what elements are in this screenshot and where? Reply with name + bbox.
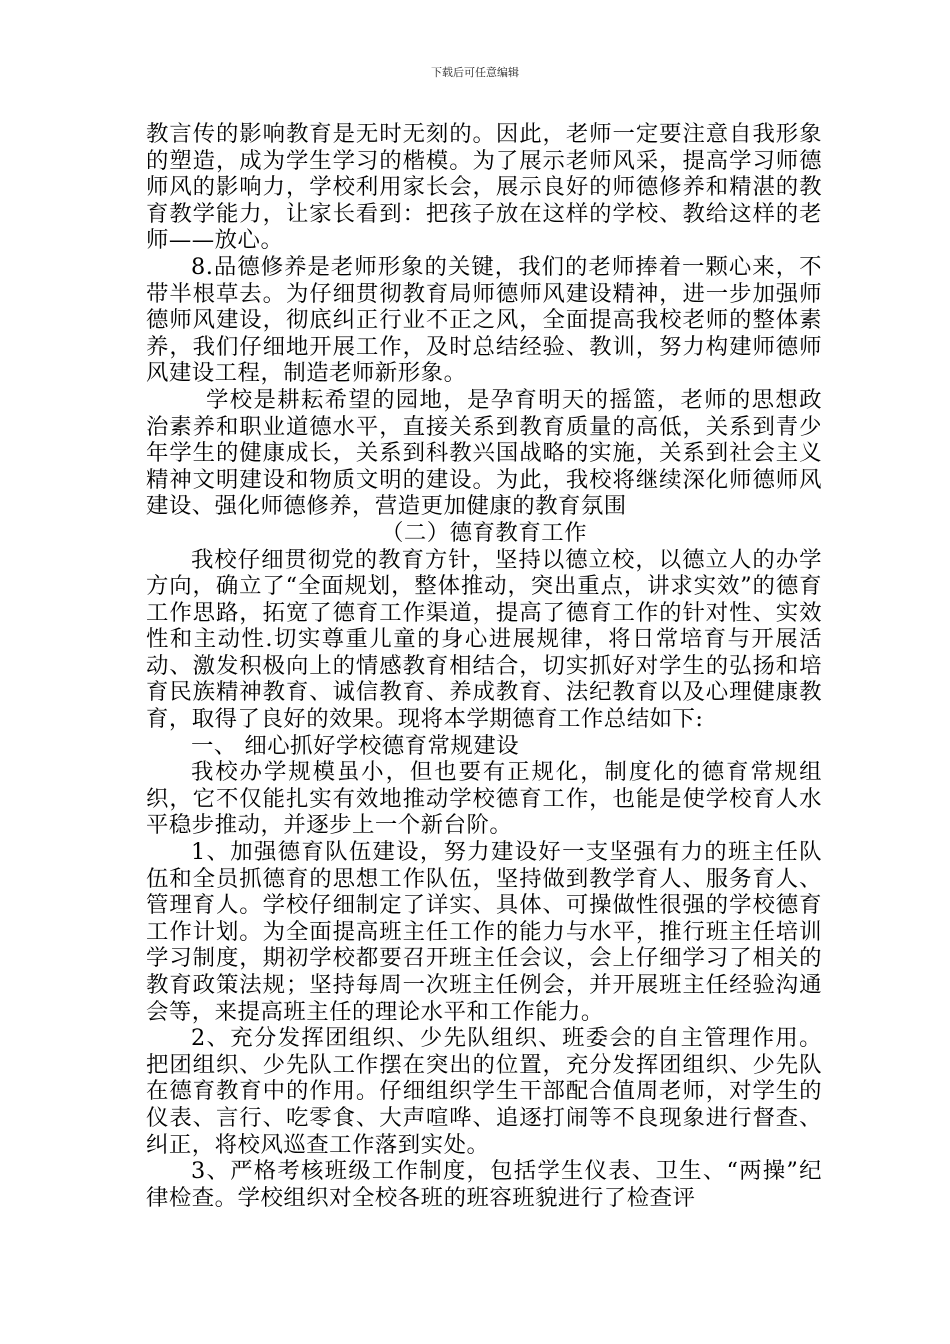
page-header: 下载后可任意编辑 — [431, 66, 519, 79]
paragraph-teacher-image: 教言传的影响教育是无时无刻的。因此，老师一定要注意自我形象的塑造，成为学生学习的楷模。为了展示老师风采，提高学习师德师风的影响力，学校利用家长会，展示良好的师德修养和精湛的教育教学能力，让家长看到：把孩子放在这样的学校、教给这样的老师——放心。 — [146, 121, 822, 254]
section-heading-moral-education: （二）德育教育工作 — [380, 519, 587, 546]
paragraph-team-building: 1、加强德育队伍建设，努力建设好一支坚强有力的班主任队伍和全员抓德育的思想工作队伍，坚持做到教学育人、服务育人、管理育人。学校仔细制定了详实、具体、可操做性很强的学校德育工作计划。为全面提高班主任工作的能力与水平，推行班主任培训学习制度，期初学校都要召开班主任会议，会上仔细学习了相关的教育政策法规；坚持每周一次班主任例会，并开展班主任经验沟通会等，来提高班主任的理论水平和工作能力。 — [146, 839, 822, 1025]
subheading-routine-construction: 一、 细心抓好学校德育常规建设 — [191, 732, 520, 759]
paragraph-class-assessment: 3、严格考核班级工作制度，包括学生仪表、卫生、“两操”纪律检查。学校组织对全校各班的班容班貌进行了检查评 — [146, 1158, 822, 1211]
paragraph-school-garden: 学校是耕耘希望的园地，是孕育明天的摇篮，老师的思想政治素养和职业道德水平，直接关系到教育质量的高低，关系到青少年学生的健康成长，关系到科教兴国战略的实施，关系到社会主义精神文明建设和物质文明的建设。为此，我校将继续深化师德师风建设、强化师德修养，营造更加健康的教育氛围 — [146, 386, 822, 520]
paragraph-moral-cultivation: 8.品德修养是老师形象的关键，我们的老师捧着一颗心来，不带半根草去。为仔细贯彻教育局师德师风建设精神，进一步加强师德师风建设，彻底纠正行业不正之风，全面提高我校老师的整体素养，我们仔细地开展工作，及时总结经验、教训，努力构建师德师风建设工程，制造老师新形象。 — [146, 253, 822, 387]
paragraph-routine-organization: 我校办学规模虽小，但也要有正规化，制度化的德育常规组织，它不仅能扎实有效地推动学校德育工作，也能是使学校育人水平稳步推动，并逐步上一个新台阶。 — [146, 759, 822, 839]
document-body — [146, 121, 822, 1211]
paragraph-youth-league: 2、充分发挥团组织、少先队组织、班委会的自主管理作用。把团组织、少先队工作摆在突出的位置，充分发挥团组织、少先队在德育教育中的作用。仔细组织学生干部配合值周老师，对学生的仪表、言行、吃零食、大声喧哗、追逐打闹等不良现象进行督查、纠正，将校风巡查工作落到实处。 — [146, 1025, 822, 1158]
paragraph-moral-education-intro: 我校仔细贯彻党的教育方针，坚持以德立校，以德立人的办学方向，确立了“全面规划，整体推动，突出重点，讲求实效”的德育工作思路，拓宽了德育工作渠道，提高了德育工作的针对性、实效性和主动性.切实尊重儿童的身心进展规律，将日常培育与开展活动、激发积极向上的情感教育相结合，切实抓好对学生的弘扬和培育民族精神教育、诚信教育、养成教育、法纪教育以及心理健康教育，取得了良好的效果。现将本学期德育工作总结如下: — [146, 546, 822, 733]
